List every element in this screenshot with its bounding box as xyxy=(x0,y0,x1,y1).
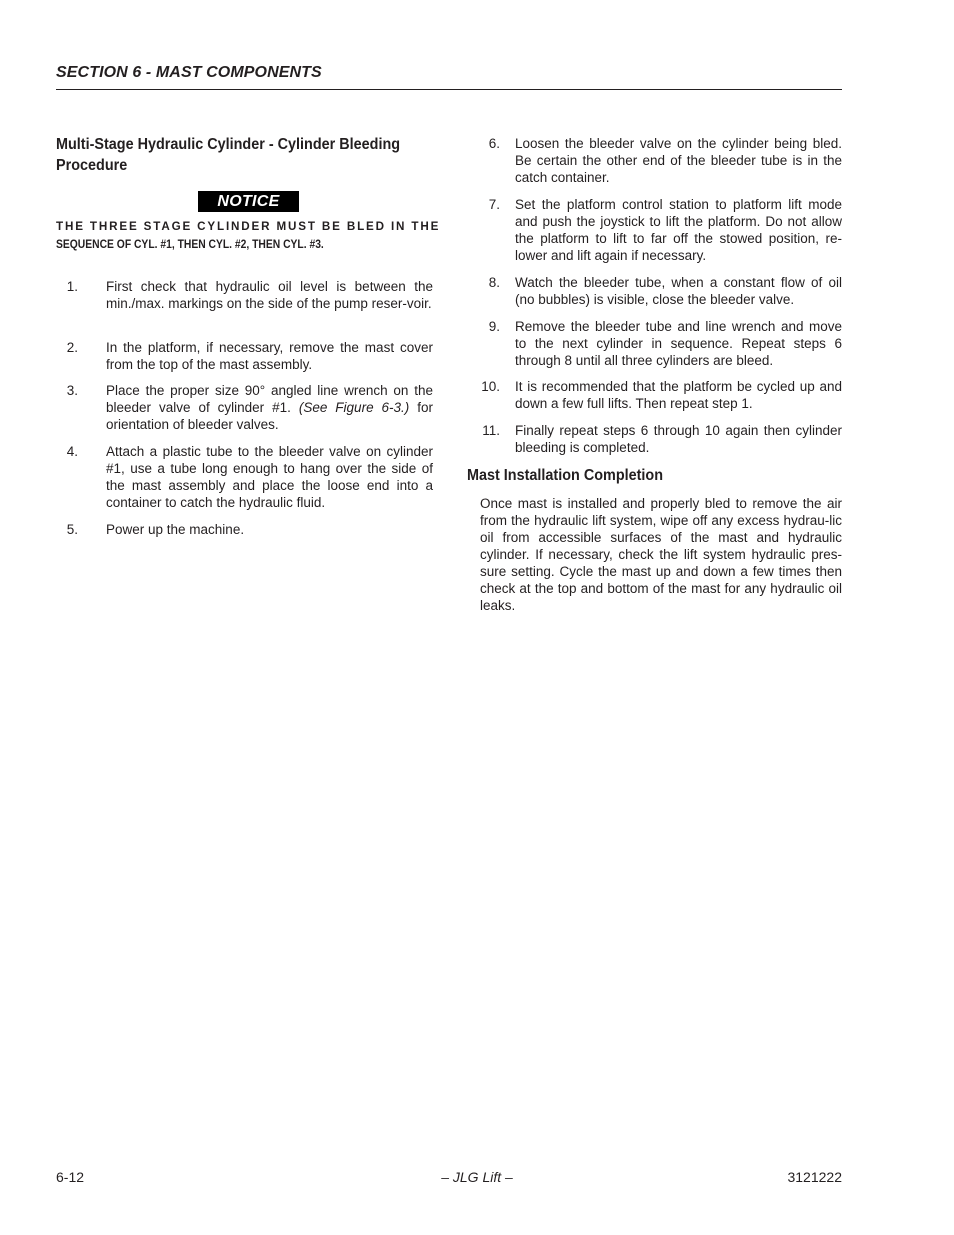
procedure-heading-line2: Procedure xyxy=(56,157,128,174)
step-text-part: for orientation of bleeder valves. xyxy=(106,400,433,432)
procedure-heading-line1: Multi-Stage Hydraulic Cylinder - Cylinder Bleeding xyxy=(56,136,401,153)
step-text: First check that hydraulic oil level is between the min./max. markings on the side of the pump reser-voir. xyxy=(106,279,433,311)
footer-brand: – JLG Lift – xyxy=(441,1169,513,1185)
step-text: Set the platform control station to platform lift mode and push the joystick to lift the platform. Do not allow the platform to lift to far off the stowed position, re-lower and lift again if necessary. xyxy=(515,197,842,263)
completion-heading: Mast Installation Completion xyxy=(467,467,664,484)
step-number: 8. xyxy=(488,275,500,290)
document-number: 3121222 xyxy=(787,1169,842,1185)
step-number: 4. xyxy=(66,444,78,459)
step-text-part: Place the proper size 90° angled line wrench on the bleeder valve of cylinder #1. xyxy=(106,383,433,415)
step-text: Remove the bleeder tube and line wrench and move to the next cylinder in sequence. Repeat steps 6 through 8 until all three cylinders are bleed. xyxy=(515,319,842,368)
step-text: In the platform, if necessary, remove the mast cover from the top of the mast assembly. xyxy=(106,340,433,372)
step-number: 7. xyxy=(488,197,500,212)
step-text: It is recommended that the platform be cycled up and down a few full lifts. Then repeat step 1. xyxy=(515,379,842,411)
step-text: Watch the bleeder tube, when a constant flow of oil (no bubbles) is visible, close the bleeder valve. xyxy=(515,275,842,307)
step-number: 3. xyxy=(66,383,78,398)
step-text: Loosen the bleeder valve on the cylinder being bled. Be certain the other end of the bleeder tube is in the catch container. xyxy=(515,136,842,185)
step-number: 1. xyxy=(66,279,78,294)
step-number: 9. xyxy=(488,319,500,334)
step-text: Attach a plastic tube to the bleeder valve on cylinder #1, use a tube long enough to hang over the side of the mast assembly and place the loose end into a container to catch the hydraulic fluid. xyxy=(106,444,433,510)
step-number: 5. xyxy=(66,522,78,537)
step-number: 6. xyxy=(488,136,500,151)
completion-paragraph: Once mast is installed and properly bled to remove the air from the hydraulic lift system, wipe off any excess hydrau-lic oil from accessible surfaces of the mast and hydraulic cylinder. If necessary, check the lift system hydraulic pres-sure setting. Cycle the mast up and down a few times then check at the top and bottom of the mast for any hydraulic oil leaks. xyxy=(480,496,842,613)
step-text: Finally repeat steps 6 through 10 again then cylinder bleeding is completed. xyxy=(515,423,842,455)
section-title: SECTION 6 - MAST COMPONENTS xyxy=(56,64,322,81)
notice-badge: NOTICE xyxy=(198,191,299,212)
header-divider xyxy=(56,89,842,90)
notice-line-2: SEQUENCE OF CYL. #1, THEN CYL. #2, THEN CYL. #3. xyxy=(56,237,324,251)
page-number: 6-12 xyxy=(56,1169,85,1185)
figure-reference-link[interactable]: (See Figure 6-3.) xyxy=(298,400,410,415)
notice-line-1: THE THREE STAGE CYLINDER MUST BE BLED IN THE xyxy=(56,219,441,233)
step-number: 2. xyxy=(66,340,78,355)
step-number: 11. xyxy=(482,423,500,438)
procedure-heading xyxy=(56,134,400,176)
step-text xyxy=(106,382,433,433)
step-number: 10. xyxy=(481,379,500,394)
step-text: Power up the machine. xyxy=(106,522,245,537)
notice-message xyxy=(56,217,441,253)
